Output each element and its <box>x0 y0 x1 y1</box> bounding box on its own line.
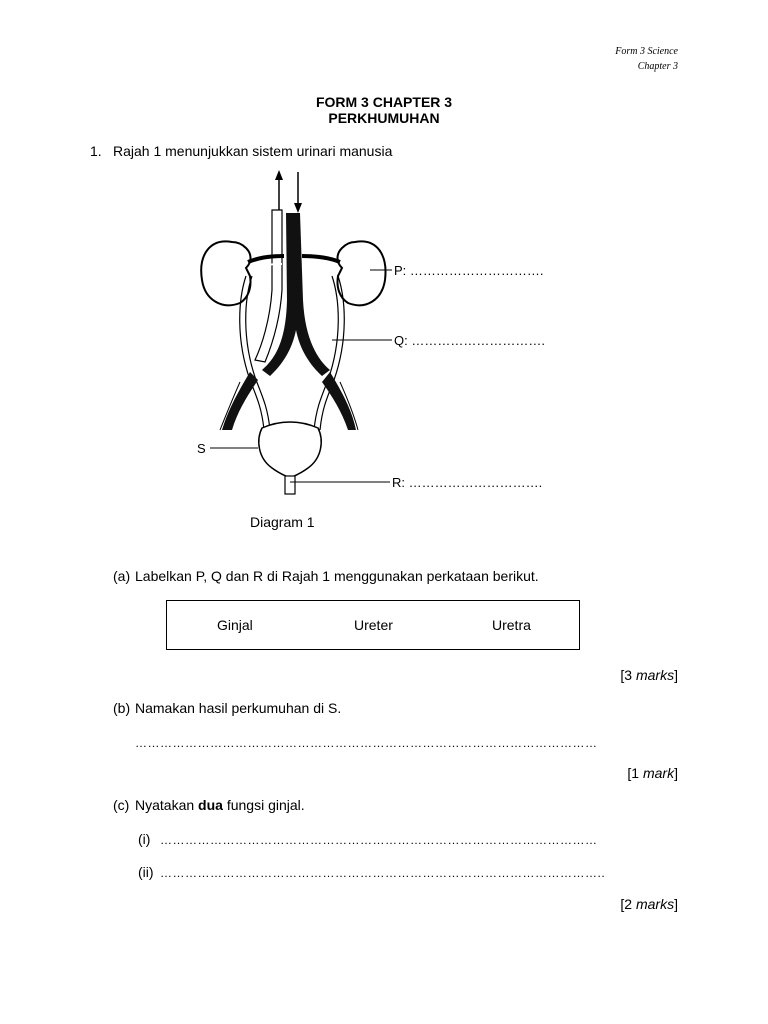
word-bank-box <box>166 600 580 650</box>
label-p: P: …………………………. <box>394 263 544 278</box>
part-c-item-2-num: (ii) <box>138 864 154 880</box>
part-b-label: (b) <box>113 700 131 716</box>
urinary-system-figure <box>201 170 385 494</box>
part-b-answer-line[interactable]: ………………………………………………………………………………………………… <box>135 736 598 750</box>
page-subtitle: PERKHUMUHAN <box>328 110 440 126</box>
part-c-marks: [2 marks] <box>620 896 678 912</box>
diagram-caption: Diagram 1 <box>250 514 315 530</box>
label-s: S <box>197 441 206 456</box>
word-uretra: Uretra <box>492 617 531 633</box>
part-c-item-1-line[interactable]: …………………………………………………………………………………………… <box>160 833 598 847</box>
part-b-marks: [1 mark] <box>627 765 678 781</box>
part-b-text: Namakan hasil perkumuhan di S. <box>135 700 342 716</box>
part-a-label: (a) <box>113 568 131 584</box>
part-c-text: Nyatakan dua fungsi ginjal. <box>135 797 305 813</box>
label-q: Q: …………………………. <box>394 333 545 348</box>
question-text: Rajah 1 menunjukkan sistem urinari manusia <box>113 143 393 159</box>
question-number: 1. <box>90 143 102 159</box>
header-subject: Form 3 Science <box>615 46 678 57</box>
part-c-label: (c) <box>113 797 130 813</box>
part-c-item-1-num: (i) <box>138 831 151 847</box>
part-c-item-2-line[interactable]: …………………………………………………………………………………………….. <box>160 866 606 880</box>
word-ginjal: Ginjal <box>217 617 253 633</box>
part-a-text: Labelkan P, Q dan R di Rajah 1 menggunakan perkataan berikut. <box>135 568 539 584</box>
header-chapter: Chapter 3 <box>637 61 678 72</box>
word-ureter: Ureter <box>354 617 393 633</box>
label-r: R: …………………………. <box>392 475 543 490</box>
page-title: FORM 3 CHAPTER 3 <box>315 94 453 110</box>
part-a-marks: [3 marks] <box>620 667 678 683</box>
